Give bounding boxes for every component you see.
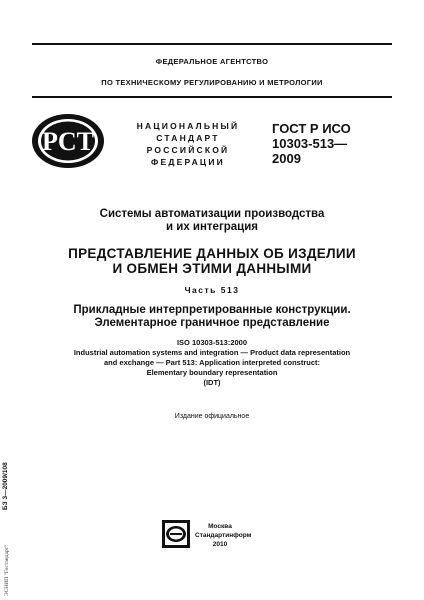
subtitle <box>0 304 424 330</box>
subtitle-line-2: Элементарное граничное представление <box>94 317 330 329</box>
footer-publisher: Стандартинформ <box>195 532 252 539</box>
main-title-line-2: И ОБМЕН ЭТИМИ ДАННЫМИ <box>112 261 312 276</box>
english-line-2: and exchange — Part 513: Application interpreted construct: <box>103 358 321 367</box>
middle-rule <box>32 96 392 98</box>
idt-label: (IDT) <box>203 378 221 387</box>
national-line-3: РОССИЙСКОЙ <box>146 145 230 155</box>
snip-side-label: ЭСНИП "Гостандарт" <box>4 544 10 596</box>
iso-number: ISO 10303-513:2000 <box>176 338 248 347</box>
part-label: Часть 513 <box>184 285 240 295</box>
subtitle-line-1: Прикладные интерпретированные конструкции. <box>73 304 351 316</box>
main-title-line-1: ПРЕДСТАВЛЕНИЕ ДАННЫХ ОБ ИЗДЕЛИИ <box>68 246 356 261</box>
system-title-line-1: Системы автоматизации производства <box>99 208 325 220</box>
national-standard-label <box>128 120 248 168</box>
edition-label: Издание официальное <box>174 413 250 420</box>
standartinform-logo <box>161 519 191 549</box>
english-block <box>0 338 424 388</box>
bz-side-label: БЗ 3—2009/108 <box>2 462 9 510</box>
footer-block <box>195 522 252 549</box>
system-title <box>0 208 424 234</box>
gost-line-3: 2009 <box>272 151 301 166</box>
national-line-4: ФЕДЕРАЦИИ <box>151 157 225 167</box>
english-line-3: Elementary boundary representation <box>146 368 278 377</box>
agency-line-2: ПО ТЕХНИЧЕСКОМУ РЕГУЛИРОВАНИЮ И МЕТРОЛОГИИ <box>101 78 323 87</box>
gost-r-logo <box>30 112 106 170</box>
svg-text:PCT: PCT <box>42 127 94 156</box>
gost-line-2: 10303-513— <box>272 136 348 151</box>
gost-line-1: ГОСТ Р ИСО <box>272 121 351 136</box>
footer-year: 2010 <box>212 541 228 548</box>
main-title <box>0 246 424 276</box>
system-title-line-2: и их интеграция <box>165 221 259 233</box>
footer-city: Москва <box>208 523 232 530</box>
national-line-2: СТАНДАРТ <box>156 133 220 143</box>
top-rule <box>32 43 392 45</box>
agency-line-1: ФЕДЕРАЛЬНОЕ АГЕНТСТВО <box>155 57 269 66</box>
national-line-1: НАЦИОНАЛЬНЫЙ <box>136 121 240 131</box>
gost-number <box>272 121 392 166</box>
english-line-1: Industrial automation systems and integration — Product data representation <box>73 348 351 357</box>
